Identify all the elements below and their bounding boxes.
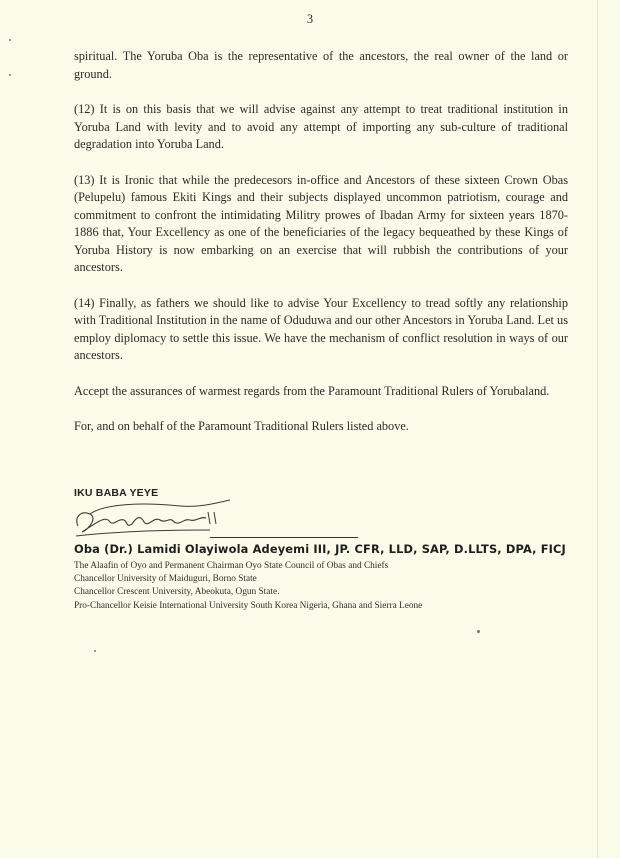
- title-line: The Alaafin of Oyo and Permanent Chairman Oyo State Council of Obas and Chiefs: [74, 561, 389, 571]
- title-line: Pro-Chancellor Keisie International University South Korea Nigeria, Ghana and Sierra Leone: [74, 600, 423, 611]
- signatory-name: Oba (Dr.) Lamidi Olayiwola Adeyemi III, JP. CFR, LLD, SAP, D.LLTS, DPA, FICJ: [74, 542, 566, 556]
- scan-speck: [9, 74, 11, 76]
- signature-line: [210, 537, 358, 538]
- paragraph-on-behalf: For, and on behalf of the Paramount Traditional Rulers listed above.: [74, 419, 409, 433]
- letter-body: [74, 48, 568, 436]
- title-line: Chancellor Crescent University, Abeokuta, Ogun State.: [74, 587, 280, 598]
- scan-speck: [477, 630, 480, 633]
- handwritten-signature: [70, 496, 245, 542]
- paragraph-12: (12) It is on this basis that we will advise against any attempt to treat traditional institution in Yoruba Land with levity and to avoid any attempt of importing any sub-culture of traditional degradation into Yoruba Land.: [74, 102, 568, 151]
- closing-phrase: IKU BABA YEYE: [74, 487, 159, 499]
- paper-edge: [597, 0, 598, 858]
- title-line: Chancellor University of Maiduguri, Borno State: [74, 574, 257, 585]
- paragraph-13: (13) It is Ironic that while the predecesors in-office and Ancestors of these sixteen Crown Obas (Pelupelu) famous Ekiti Kings and their subjects displayed uncommon patriotism, courage and commitment to confront the intimidating Militry prowes of Ibadan Army for sixteen years 1870-1886 that, Your Excellency as one of the beneficiaries of the legacy bequeathed by these Kings of Yoruba History is now embarking on an exercise that will rubbish the contributions of your ancestors.: [74, 172, 568, 274]
- scan-speck: [9, 39, 11, 41]
- paragraph-14: (14) Finally, as fathers we should like to advise Your Excellency to tread softly any relationship with Traditional Institution in the name of Oduduwa and our other Ancestors in Yoruba Land. Let us employ diplomacy to settle this issue. We have the mechanism of conflict resolution in ways of our ancestors.: [74, 295, 568, 362]
- page-number: 3: [306, 12, 314, 26]
- scan-speck: [94, 650, 96, 652]
- paragraph-continuation: spiritual. The Yoruba Oba is the representative of the ancestors, the real owner of the land or ground.: [74, 49, 568, 81]
- paragraph-regards: Accept the assurances of warmest regards from the Paramount Traditional Rulers of Yorubaland.: [74, 383, 550, 398]
- signatory-titles: [74, 560, 554, 613]
